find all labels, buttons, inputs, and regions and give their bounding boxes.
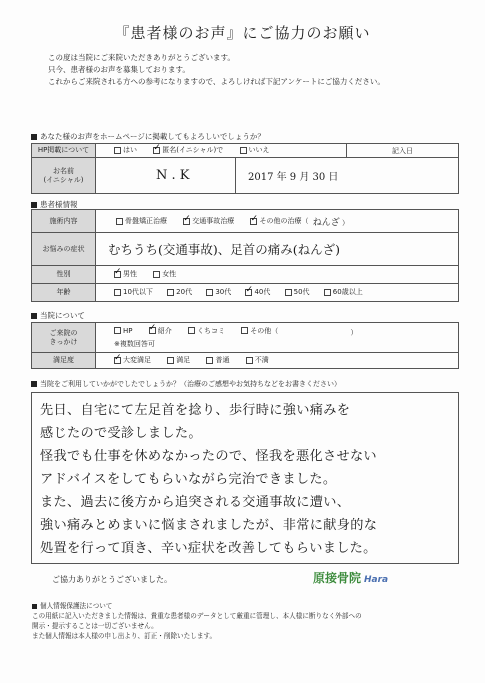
checkbox-icon[interactable] xyxy=(114,327,121,334)
checkbox-checked-icon[interactable] xyxy=(183,218,190,225)
symptom-value[interactable]: むちうち(交通事故)、足首の痛み(ねんざ) xyxy=(96,233,459,266)
age-label: 年齢 xyxy=(32,284,96,302)
privacy-heading: 個人情報保護法について xyxy=(32,601,362,611)
gender-options xyxy=(96,266,459,284)
age-option-20s[interactable]: 20代 xyxy=(167,287,192,297)
checkbox-icon[interactable] xyxy=(114,289,121,296)
treatment-option-other[interactable]: ✓ その他の治療（ xyxy=(250,216,308,226)
checkbox-icon[interactable] xyxy=(324,289,331,296)
gender-option-female[interactable]: 女性 xyxy=(153,269,176,279)
section-heading-patient: 患者様情報 xyxy=(31,199,78,210)
checkbox-icon[interactable] xyxy=(116,218,123,225)
checkbox-icon[interactable] xyxy=(167,357,174,364)
hp-option-yes[interactable]: はい xyxy=(114,145,137,155)
visit-option-other[interactable]: その他（ xyxy=(241,326,278,336)
satisfaction-option-very[interactable]: ✓ 大変満足 xyxy=(114,355,151,365)
square-bullet-icon xyxy=(31,313,37,319)
age-option-10s[interactable]: 10代以下 xyxy=(114,287,153,297)
intro-line: これからご来院される方への参考になりますので、よろしければ下記アンケートにご協力ください。 xyxy=(48,77,385,86)
hp-option-no[interactable]: いいえ xyxy=(240,145,270,155)
visit-option-referral[interactable]: ✓ 紹介 xyxy=(149,326,172,336)
visit-label: ご来院の きっかけ xyxy=(32,323,96,353)
treatment-label: 施術内容 xyxy=(32,210,96,233)
gender-option-male[interactable]: ✓ 男性 xyxy=(114,269,137,279)
checkbox-icon[interactable] xyxy=(188,327,195,334)
thanks-text: ご協力ありがとうございました。 xyxy=(52,575,172,584)
checkbox-icon[interactable] xyxy=(246,357,253,364)
visit-option-wordofmouth[interactable]: くちコミ xyxy=(188,326,225,336)
square-bullet-icon xyxy=(32,604,37,609)
checkbox-checked-icon[interactable] xyxy=(114,357,121,364)
age-option-40s[interactable]: ✓ 40代 xyxy=(245,287,270,297)
square-bullet-icon xyxy=(31,202,37,208)
checkbox-checked-icon[interactable] xyxy=(153,147,160,154)
satisfaction-option-satisfied[interactable]: 満足 xyxy=(167,355,190,365)
hp-option-anonymous[interactable]: ✓ 匿名(イニシャル)で xyxy=(153,145,223,155)
square-bullet-icon xyxy=(31,134,37,140)
checkbox-icon[interactable] xyxy=(206,357,213,364)
square-bullet-icon xyxy=(31,381,37,387)
checkbox-checked-icon[interactable] xyxy=(114,271,121,278)
satisfaction-label: 満足度 xyxy=(32,353,96,369)
hp-label: HP掲載について xyxy=(32,144,96,158)
visit-other-close: ） xyxy=(350,328,358,337)
visit-option-hp[interactable]: HP xyxy=(114,327,133,335)
age-option-30s[interactable]: 30代 xyxy=(206,287,231,297)
age-option-50s[interactable]: 50代 xyxy=(285,287,310,297)
intro-line: この度は当院にご来院いただきありがとうございます。 xyxy=(48,53,235,62)
clinic-logo-text: Hara xyxy=(364,575,389,585)
clinic-logo xyxy=(313,569,388,586)
section-heading-publish: あなた様のお声をホームページに掲載してもよろしいでしょうか？ xyxy=(31,131,265,142)
visit-options xyxy=(96,323,459,353)
feedback-line: 先日、自宅にて左足首を捻り、歩行時に強い痛みを xyxy=(40,403,351,418)
age-option-60plus[interactable]: 60歳以上 xyxy=(324,287,363,297)
checkbox-checked-icon[interactable] xyxy=(149,327,156,334)
checkbox-icon[interactable] xyxy=(285,289,292,296)
section-heading-clinic: 当院について xyxy=(31,310,85,321)
clinic-name: 原接骨院 xyxy=(313,571,362,585)
treatment-option-pelvis[interactable]: 骨盤矯正治療 xyxy=(116,216,167,226)
date-value[interactable]: 2017 年 9 月 30 日 xyxy=(236,158,459,194)
symptom-label: お悩みの症状 xyxy=(32,233,96,266)
checkbox-checked-icon[interactable] xyxy=(245,289,252,296)
name-label: お名前 (イニシャル) xyxy=(32,158,96,194)
feedback-box[interactable] xyxy=(31,392,459,564)
satisfaction-options xyxy=(96,353,459,369)
treatment-option-accident[interactable]: ✓ 交通事故治療 xyxy=(183,216,234,226)
feedback-line: また、過去に後方から追突される交通事故に遭い、 xyxy=(40,495,351,510)
patient-table xyxy=(31,209,459,302)
section-heading-feedback: 当院をご利用していかがでしたでしょうか？（治療のご感想やお気持ちなどをお書きください） xyxy=(31,379,341,389)
gender-label: 性別 xyxy=(32,266,96,284)
satisfaction-option-normal[interactable]: 普通 xyxy=(206,355,229,365)
privacy-line: また個人情報は本人様の申し出より、訂正・削除いたします。 xyxy=(32,632,217,640)
age-options xyxy=(96,284,459,302)
clinic-table xyxy=(31,322,459,369)
checkbox-icon[interactable] xyxy=(153,271,160,278)
visit-note: ※複数回答可 xyxy=(114,340,155,349)
treatment-options xyxy=(96,210,459,233)
checkbox-icon[interactable] xyxy=(167,289,174,296)
satisfaction-option-unsatisfied[interactable]: 不満 xyxy=(246,355,269,365)
feedback-line: 強い痛みとめまいに悩まされましたが、非常に献身的な xyxy=(40,518,378,533)
intro-text xyxy=(48,52,385,88)
treatment-other-value[interactable]: ねんざ xyxy=(312,217,340,228)
checkbox-checked-icon[interactable] xyxy=(250,218,257,225)
feedback-line: 処置を行って頂き、辛い症状を改善してもらいました。 xyxy=(40,541,377,556)
checkbox-icon[interactable] xyxy=(241,327,248,334)
publish-table xyxy=(31,143,459,194)
intro-line: 只今、患者様のお声を募集しております。 xyxy=(48,65,190,74)
privacy-line: 開示・提示することは一切ございません。 xyxy=(32,622,158,630)
privacy-line: この用紙に記入いただきました情報は、貴重な患者様のデータとして厳重に管理し、本人様に断りなく外部への xyxy=(32,612,362,620)
checkbox-icon[interactable] xyxy=(240,147,247,154)
name-value[interactable]: N . K xyxy=(96,158,236,194)
feedback-line: アドバイスをしてもらいながら完治できました。 xyxy=(40,472,337,487)
fill-date-label: 記入日 xyxy=(347,144,459,158)
page-title: 『患者様のお声』にご協力のお願い xyxy=(114,24,371,42)
feedback-line: 怪我でも仕事を休めなかったので、怪我を悪化させない xyxy=(40,449,377,464)
checkbox-icon[interactable] xyxy=(206,289,213,296)
hp-options xyxy=(96,144,347,158)
checkbox-icon[interactable] xyxy=(114,147,121,154)
feedback-line: 感じたので受診しました。 xyxy=(40,426,202,441)
privacy-notice xyxy=(32,601,362,641)
treatment-other-close: ） xyxy=(341,218,349,227)
